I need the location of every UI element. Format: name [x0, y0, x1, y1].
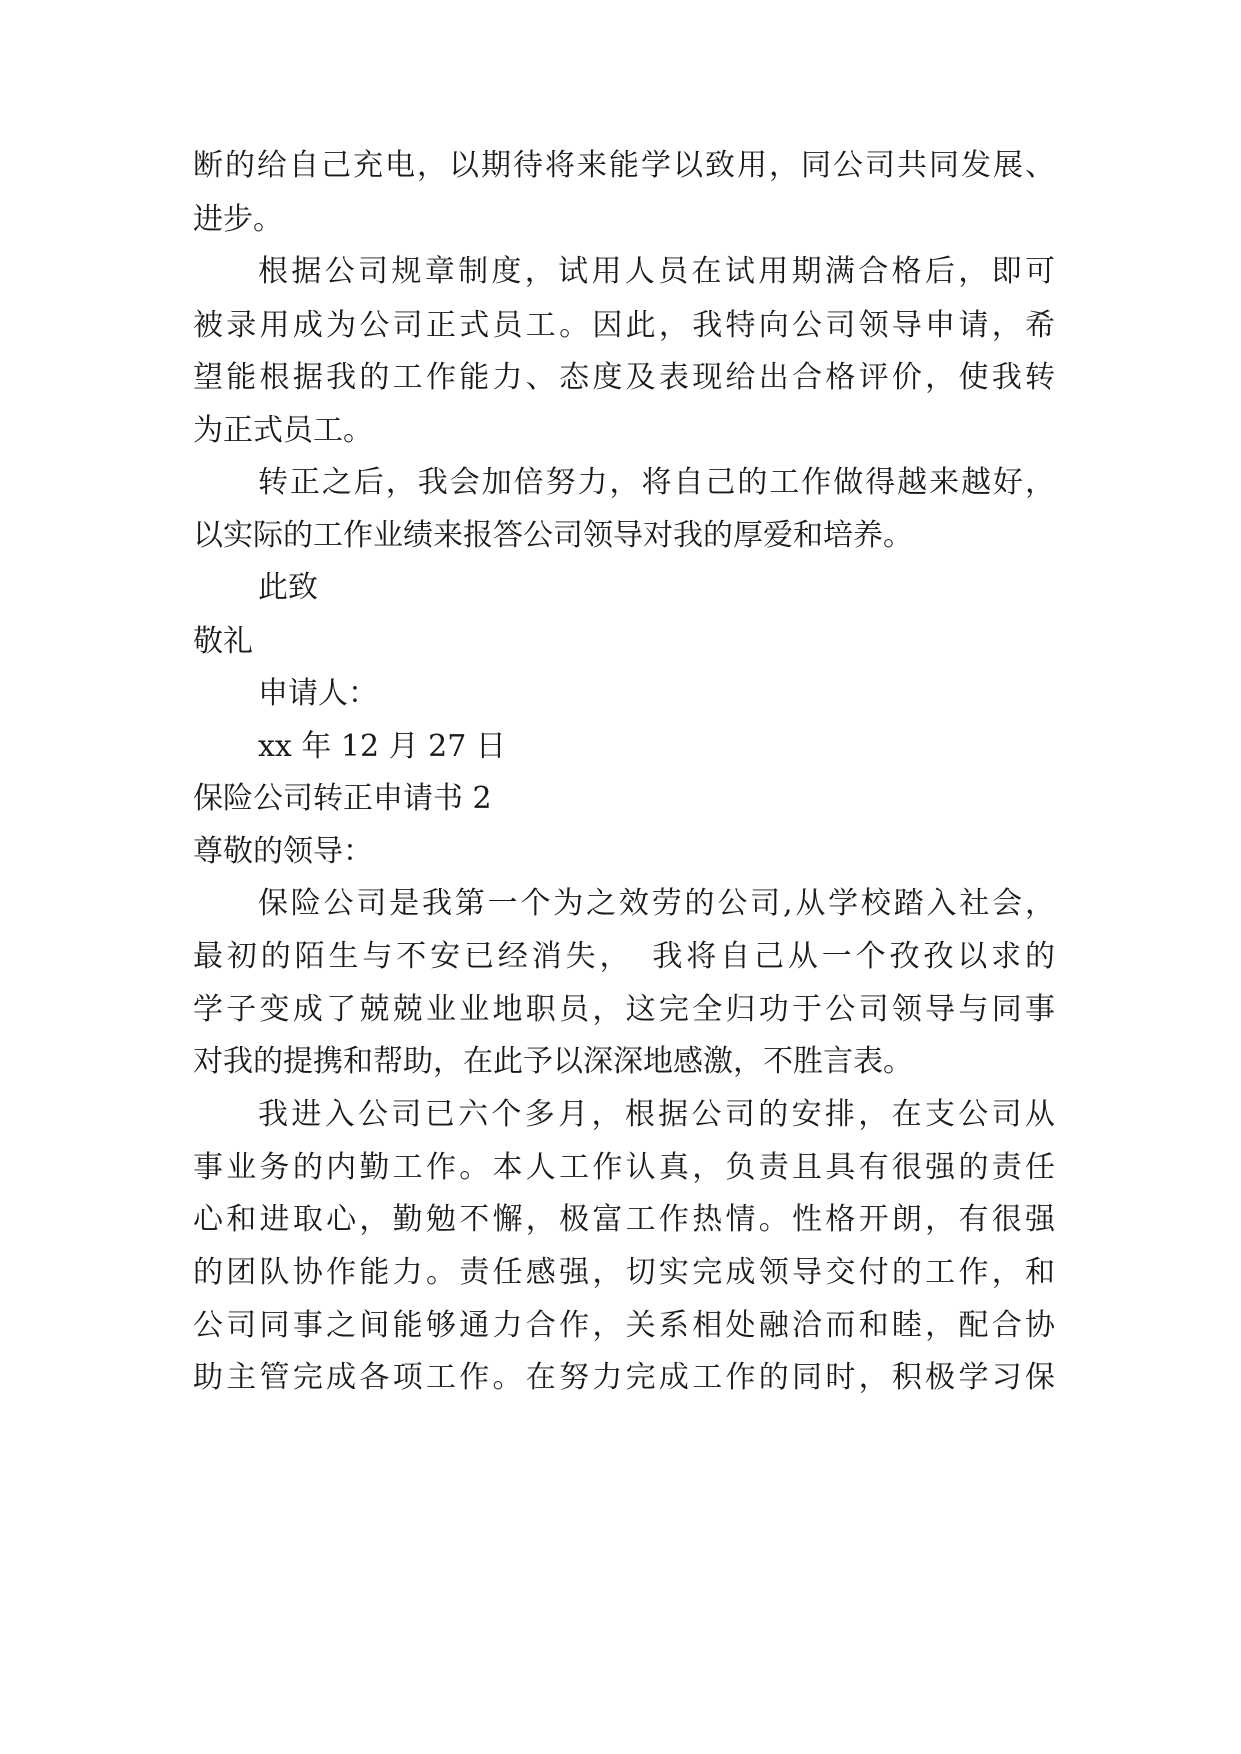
text-line-21: 心和进取心，勤勉不懈，极富工作热情。性格开朗，有很强	[193, 1202, 1055, 1237]
greeting: 尊敬的领导：	[193, 834, 373, 869]
closing-salutation: 此致	[258, 570, 318, 605]
text-line-6: 为正式员工。	[193, 413, 373, 448]
text-line-5: 望能根据我的工作能力、态度及表现给出合格评价，使我转	[193, 360, 1055, 395]
text-line-15: 保险公司是我第一个为之效劳的公司,从学校踏入社会，	[258, 886, 1055, 921]
text-line-22: 的团队协作能力。责任感强，切实完成领导交付的工作，和	[193, 1255, 1055, 1290]
text-line-19: 我进入公司已六个多月，根据公司的安排，在支公司从	[258, 1097, 1055, 1132]
text-line-24: 助主管完成各项工作。在努力完成工作的同时，积极学习保	[193, 1360, 1055, 1395]
text-line-20: 事业务的内勤工作。本人工作认真，负责且具有很强的责任	[193, 1150, 1055, 1185]
section-title: 保险公司转正申请书 2	[193, 781, 492, 816]
closing-regards: 敬礼	[193, 624, 253, 659]
text-line-18: 对我的提携和帮助，在此予以深深地感激，不胜言表。	[193, 1044, 913, 1079]
applicant-label: 申请人：	[258, 676, 378, 711]
text-line-1: 断的给自己充电，以期待将来能学以致用，同公司共同发展、	[193, 148, 1055, 183]
text-line-7: 转正之后，我会加倍努力，将自己的工作做得越来越好，	[258, 465, 1055, 500]
text-line-2: 进步。	[193, 202, 283, 237]
text-line-23: 公司同事之间能够通力合作，关系相处融洽而和睦，配合协	[193, 1308, 1055, 1343]
date-line: xx 年 12 月 27 日	[258, 729, 506, 764]
text-line-4: 被录用成为公司正式员工。因此，我特向公司领导申请，希	[193, 308, 1055, 343]
text-line-3: 根据公司规章制度，试用人员在试用期满合格后，即可	[258, 254, 1055, 289]
text-line-8: 以实际的工作业绩来报答公司领导对我的厚爱和培养。	[193, 518, 913, 553]
text-line-16: 最初的陌生与不安已经消失， 我将自己从一个孜孜以求的	[193, 939, 1055, 974]
text-line-17: 学子变成了兢兢业业地职员，这完全归功于公司领导与同事	[193, 992, 1055, 1027]
